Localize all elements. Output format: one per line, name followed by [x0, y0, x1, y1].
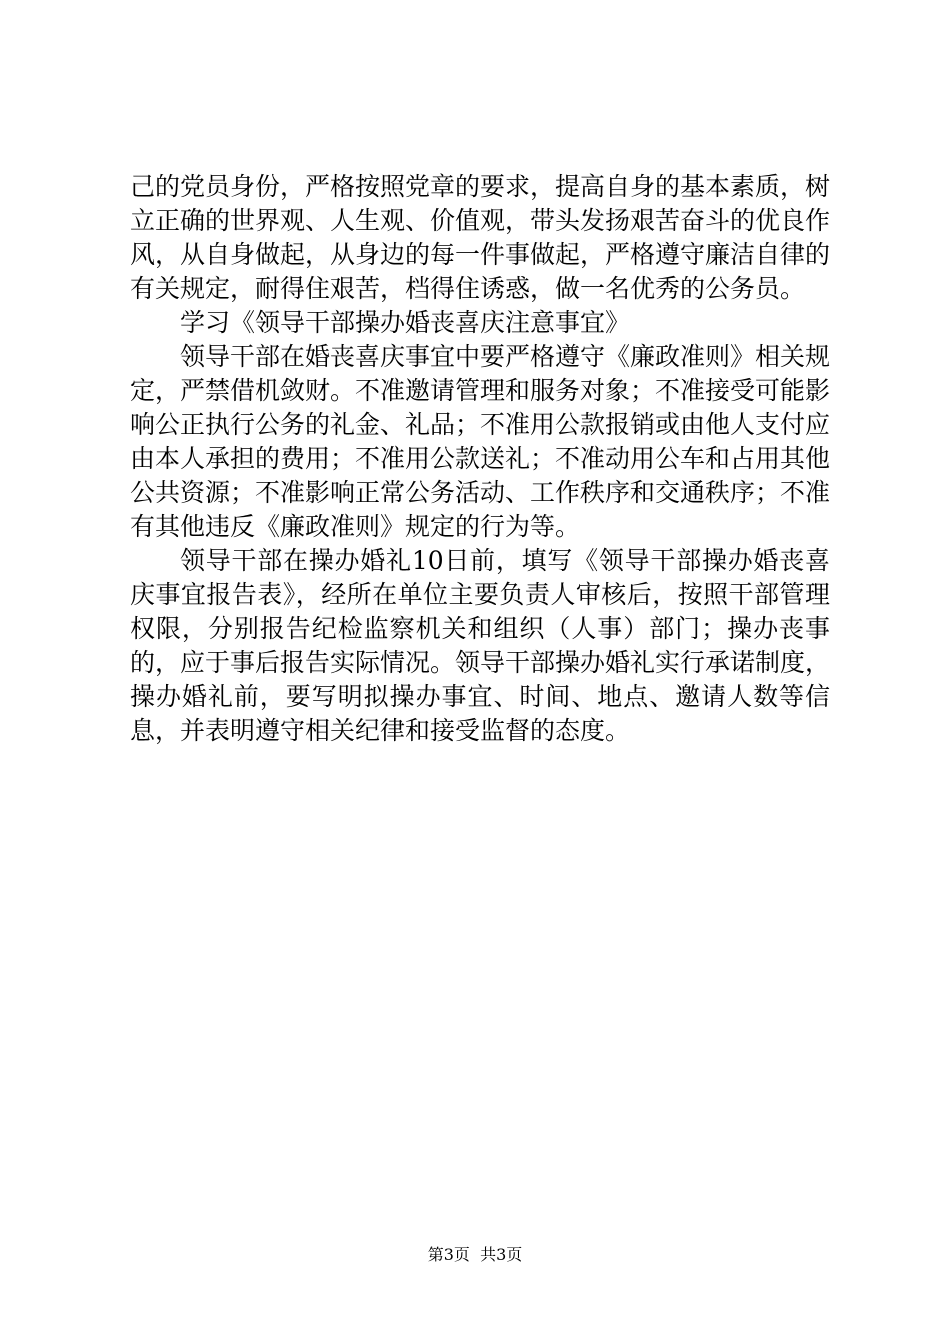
page-footer: [0, 1245, 950, 1265]
document-body: [130, 170, 830, 748]
page-number: 第3页 共3页: [427, 1245, 523, 1264]
section-heading: 学习《领导干部操办婚丧喜庆注意事宜》: [180, 308, 631, 337]
paragraph-continuation: 己的党员身份，严格按照党章的要求，提高自身的基本素质，树立正确的世界观、人生观、价值观，带头发扬艰苦奋斗的优良作风，从自身做起，从身边的每一件事做起，严格遵守廉洁自律的有关规定，耐得住艰苦，档得住诱惑，做一名优秀的公务员。: [130, 172, 831, 303]
paragraph-rules: 领导干部在婚丧喜庆事宜中要严格遵守《廉政准则》相关规定，严禁借机敛财。不准邀请管理和服务对象；不准接受可能影响公正执行公务的礼金、礼品；不准用公款报销或由他人支付应由本人承担的费用；不准用公款送礼；不准动用公车和占用其他公共资源；不准影响正常公务活动、工作秩序和交通秩序；不准有其他违反《廉政准则》规定的行为等。: [130, 342, 831, 541]
paragraph-reporting: 领导干部在操办婚礼10日前，填写《领导干部操办婚丧喜庆事宜报告表》，经所在单位主要负责人审核后，按照干部管理权限，分别报告纪检监察机关和组织（人事）部门；操办丧事的，应于事后报告实际情况。领导干部操办婚礼实行承诺制度，操办婚礼前，要写明拟操办事宜、时间、地点、邀请人数等信息，并表明遵守相关纪律和接受监督的态度。: [130, 546, 831, 745]
